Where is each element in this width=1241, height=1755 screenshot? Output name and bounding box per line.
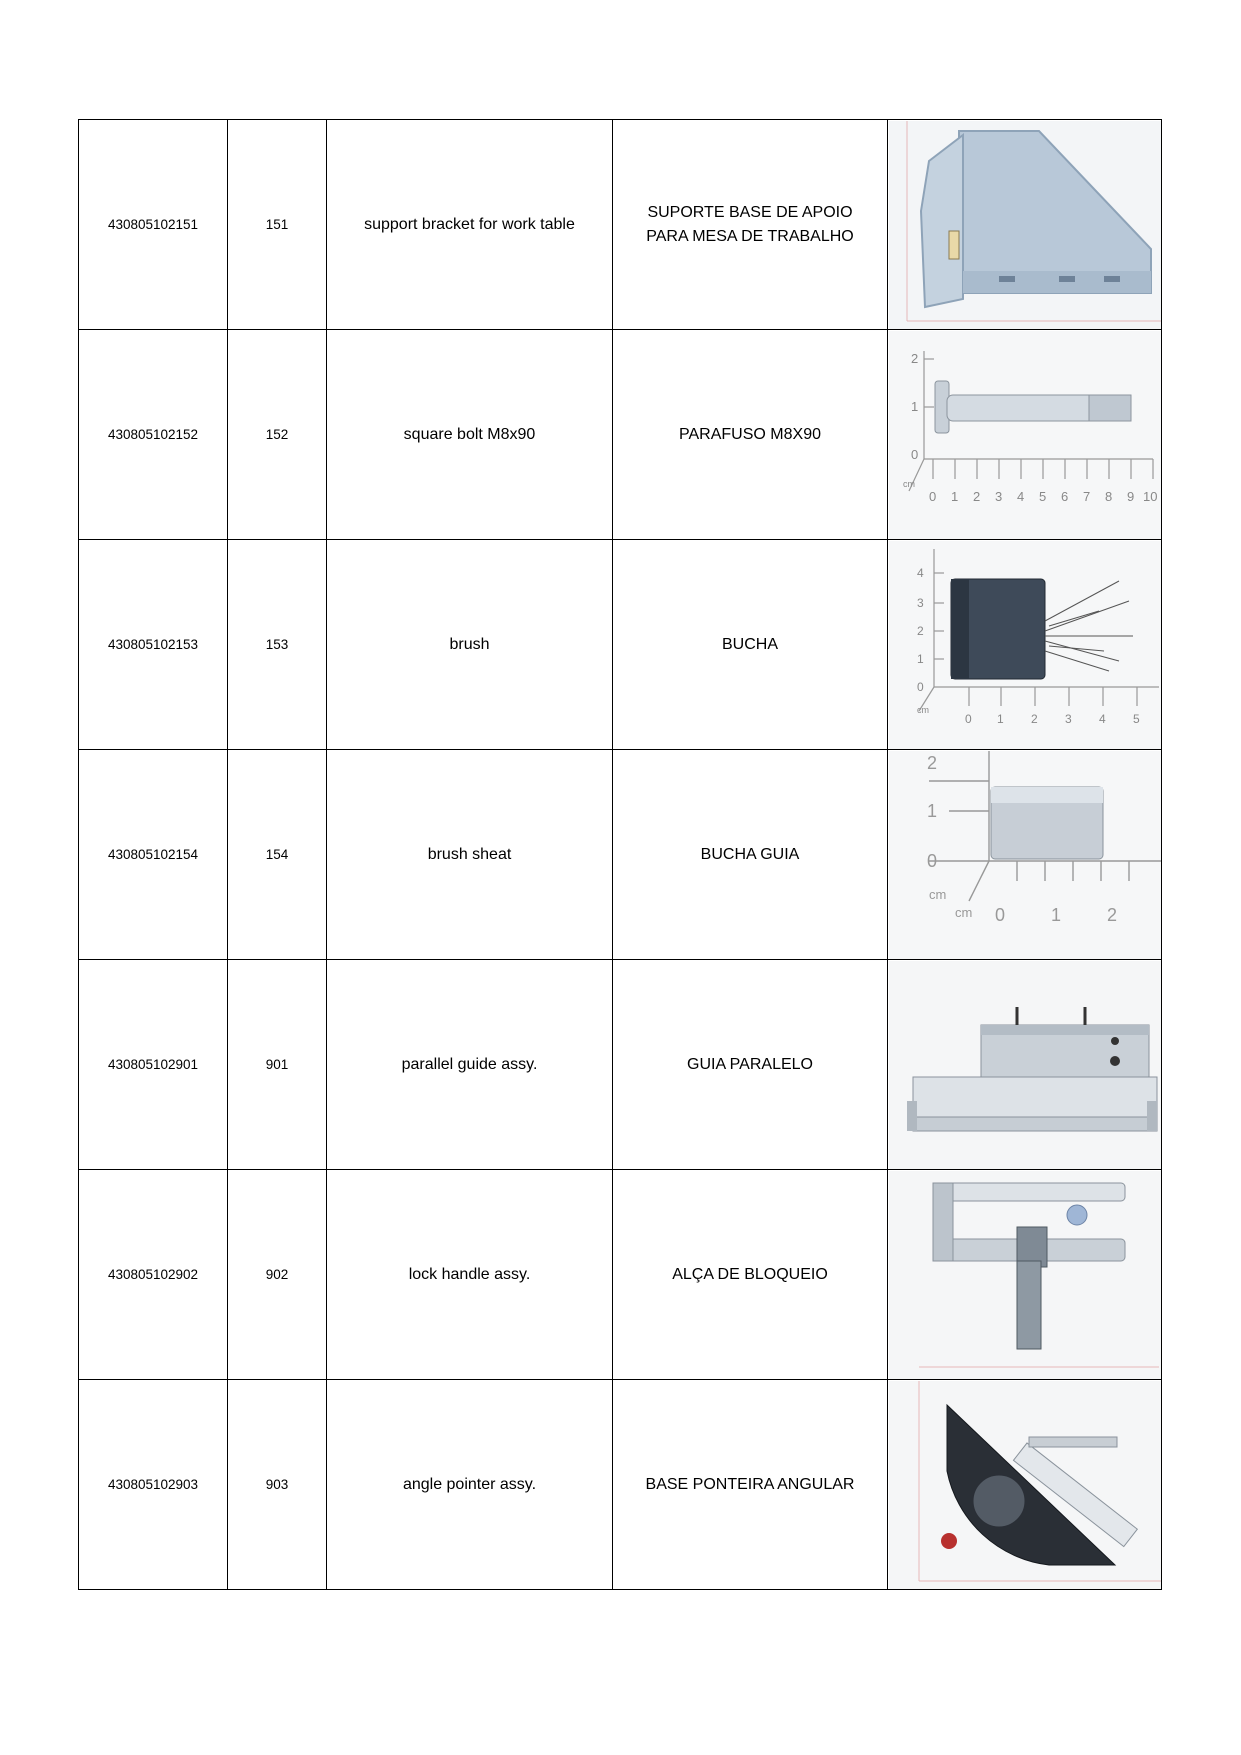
axis-label: 0 — [926, 850, 937, 871]
part-code: 430805102903 — [79, 1380, 228, 1590]
brush-photo — [889, 541, 1161, 749]
axis-label: 9 — [1126, 488, 1134, 504]
axis-label: 5 — [1132, 711, 1140, 726]
table-row — [79, 1380, 1162, 1590]
part-code: 430805102151 — [79, 120, 228, 330]
position-number: 902 — [228, 1170, 327, 1380]
axis-label: 2 — [926, 752, 937, 773]
description-pt: PARAFUSO M8X90 — [613, 330, 888, 540]
axis-label: 8 — [1104, 488, 1112, 504]
axis-label: 1 — [910, 398, 918, 414]
part-image-cell — [888, 120, 1162, 330]
part-code: 430805102901 — [79, 960, 228, 1170]
table-row — [79, 750, 1162, 960]
table-row — [79, 330, 1162, 540]
axis-label: 4 — [1098, 711, 1106, 726]
part-image-cell — [888, 750, 1162, 960]
axis-label: 7 — [1082, 488, 1090, 504]
description-pt: BASE PONTEIRA ANGULAR — [613, 1380, 888, 1590]
axis-label: 0 — [964, 711, 972, 726]
description-en: brush — [327, 540, 613, 750]
part-code: 430805102153 — [79, 540, 228, 750]
part-image-cell — [888, 1380, 1162, 1590]
part-code: 430805102152 — [79, 330, 228, 540]
description-pt: SUPORTE BASE DE APOIO PARA MESA DE TRABALHO — [613, 120, 888, 330]
parts-table — [78, 119, 1162, 1590]
axis-label: 4 — [916, 565, 924, 580]
part-code: 430805102902 — [79, 1170, 228, 1380]
angle-pointer-photo — [889, 1381, 1161, 1589]
square-bolt-photo — [889, 331, 1161, 539]
position-number: 151 — [228, 120, 327, 330]
lock-handle-photo — [889, 1171, 1161, 1379]
description-en: lock handle assy. — [327, 1170, 613, 1380]
position-number: 154 — [228, 750, 327, 960]
axis-label: 1 — [1050, 904, 1061, 925]
axis-label: 2 — [1106, 904, 1117, 925]
axis-label: 3 — [1064, 711, 1072, 726]
axis-label: 2 — [910, 350, 918, 366]
axis-label: 2 — [916, 623, 924, 638]
axis-label: 0 — [910, 446, 918, 462]
axis-label: 1 — [916, 651, 924, 666]
description-en: angle pointer assy. — [327, 1380, 613, 1590]
part-image-cell — [888, 960, 1162, 1170]
part-image-cell — [888, 540, 1162, 750]
axis-label: cm — [954, 904, 972, 920]
axis-label: cm — [916, 704, 929, 715]
axis-label: cm — [928, 886, 946, 902]
axis-label: 5 — [1038, 488, 1046, 504]
description-pt: BUCHA — [613, 540, 888, 750]
table-row — [79, 960, 1162, 1170]
axis-label: 10 — [1142, 488, 1157, 504]
axis-label: 2 — [1030, 711, 1038, 726]
part-image-cell — [888, 330, 1162, 540]
description-pt: ALÇA DE BLOQUEIO — [613, 1170, 888, 1380]
table-row — [79, 1170, 1162, 1380]
axis-label: 3 — [916, 595, 924, 610]
parallel-guide-photo — [889, 961, 1161, 1169]
description-en: square bolt M8x90 — [327, 330, 613, 540]
table-row — [79, 540, 1162, 750]
description-pt: GUIA PARALELO — [613, 960, 888, 1170]
axis-label: 6 — [1060, 488, 1068, 504]
axis-label: 1 — [926, 800, 937, 821]
description-en: parallel guide assy. — [327, 960, 613, 1170]
position-number: 901 — [228, 960, 327, 1170]
table-row — [79, 120, 1162, 330]
axis-label: 0 — [928, 488, 936, 504]
position-number: 152 — [228, 330, 327, 540]
description-en: brush sheat — [327, 750, 613, 960]
description-pt: BUCHA GUIA — [613, 750, 888, 960]
axis-label: 0 — [994, 904, 1005, 925]
axis-label: 0 — [916, 679, 924, 694]
axis-label: cm — [902, 478, 915, 489]
position-number: 153 — [228, 540, 327, 750]
part-image-cell — [888, 1170, 1162, 1380]
axis-label: 2 — [972, 488, 980, 504]
part-code: 430805102154 — [79, 750, 228, 960]
support-bracket-photo — [889, 121, 1161, 329]
axis-label: 4 — [1016, 488, 1024, 504]
axis-label: 1 — [950, 488, 958, 504]
axis-label: 1 — [996, 711, 1004, 726]
brush-sheath-photo — [889, 751, 1161, 959]
description-en: support bracket for work table — [327, 120, 613, 330]
axis-label: 3 — [994, 488, 1002, 504]
position-number: 903 — [228, 1380, 327, 1590]
